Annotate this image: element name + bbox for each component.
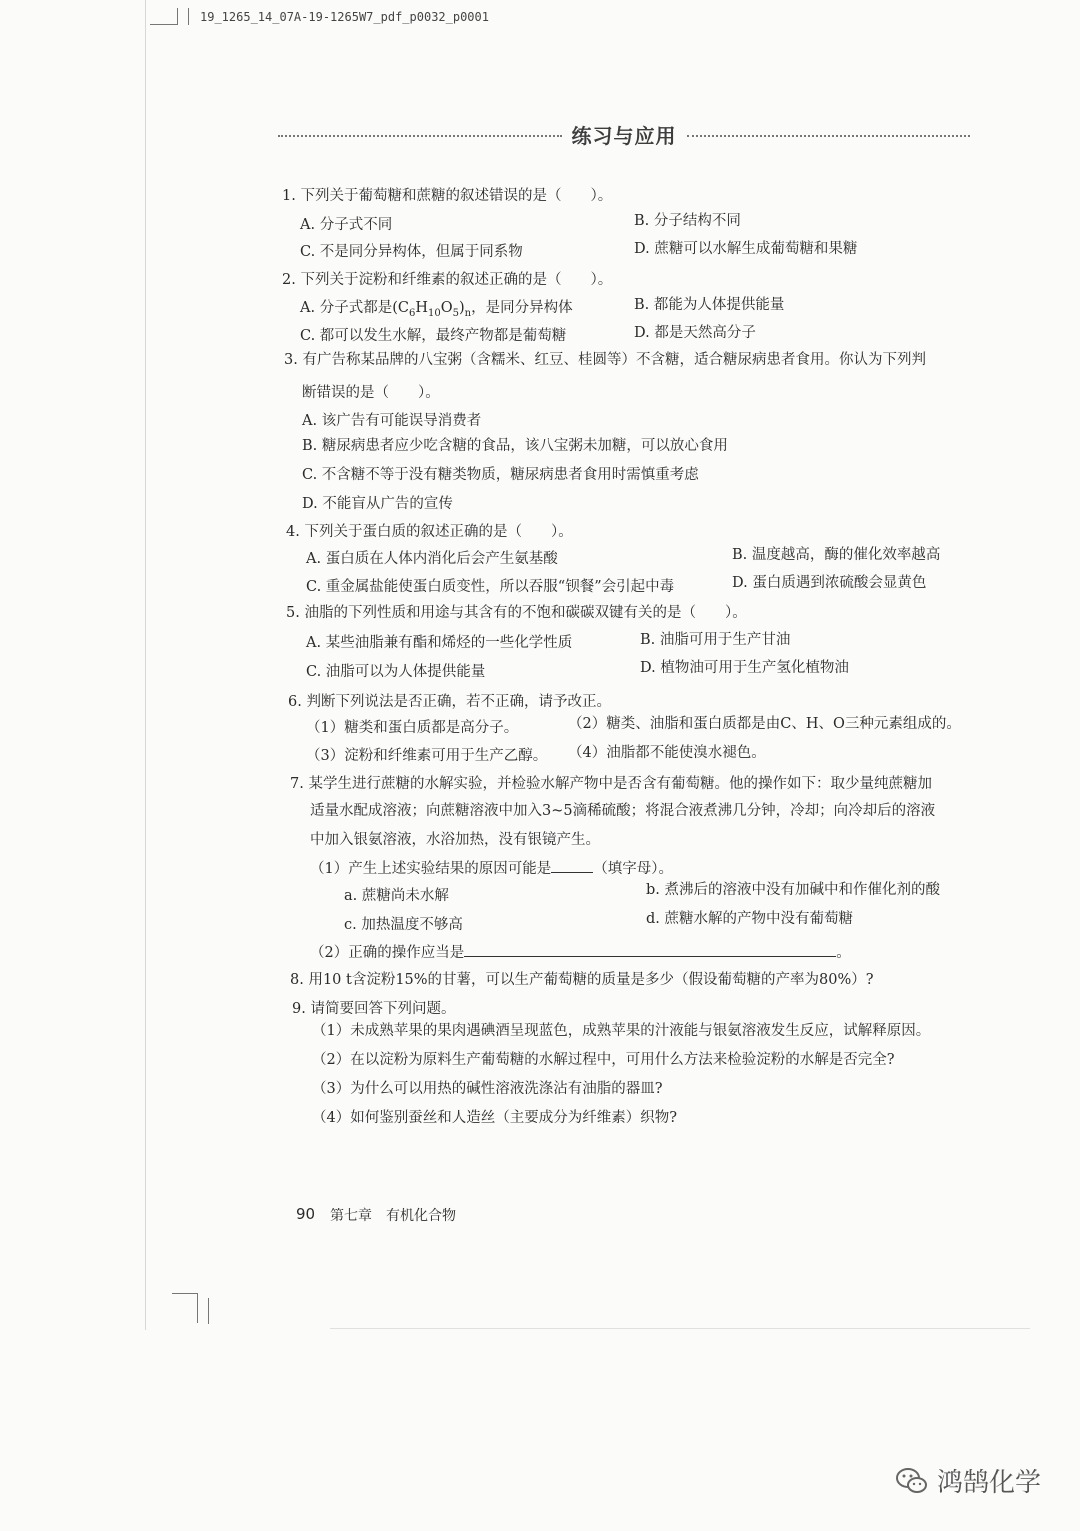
q4-option-d: D. 蛋白质遇到浓硫酸会显黄色 xyxy=(732,575,927,591)
q2-option-d: D. 都是天然高分子 xyxy=(634,325,756,341)
q2-option-c: C. 都可以发生水解，最终产物都是葡萄糖 xyxy=(300,328,567,344)
q1-stem: 1. 下列关于葡萄糖和蔗糖的叙述错误的是（ ）。 xyxy=(282,188,613,204)
q9-question-4: （4）如何鉴别蚕丝和人造丝（主要成分为纤维素）织物? xyxy=(312,1110,677,1126)
q3-option-a: A. 该广告有可能误导消费者 xyxy=(302,413,482,429)
crop-mark xyxy=(177,8,178,25)
q4-option-a: A. 蛋白质在人体内消化后会产生氨基酸 xyxy=(306,551,558,567)
section-title: 练习与应用 xyxy=(571,123,677,148)
q6-statement-4: （4）油脂都不能使溴水褪色。 xyxy=(568,745,766,761)
crop-mark xyxy=(208,1298,209,1324)
q5-option-b: B. 油脂可用于生产甘油 xyxy=(640,632,791,648)
q3-option-b: B. 糖尿病患者应少吃含糖的食品，该八宝粥未加糖，可以放心食用 xyxy=(302,438,728,454)
q5-option-d: D. 植物油可用于生产氢化植物油 xyxy=(640,660,849,676)
q9-question-3: （3）为什么可以用热的碱性溶液洗涤沾有油脂的器皿? xyxy=(312,1081,663,1097)
q9-stem: 9. 请简要回答下列问题。 xyxy=(292,1001,456,1017)
watermark xyxy=(895,1462,1041,1499)
q2-stem: 2. 下列关于淀粉和纤维素的叙述正确的是（ ）。 xyxy=(282,272,613,288)
q1-option-a: A. 分子式不同 xyxy=(300,217,393,233)
page-bottom-edge xyxy=(330,1328,1030,1329)
crop-mark xyxy=(188,8,189,25)
q2-option-a: A. 分子式都是$(C_6H_{10}O_5)_n$，是同分异构体 xyxy=(300,300,573,319)
q4-option-c: C. 重金属盐能使蛋白质变性，所以吞服“钡餐”会引起中毒 xyxy=(306,579,675,595)
q8-stem: 8. 用10 t含淀粉15%的甘薯，可以生产葡萄糖的质量是多少（假设葡萄糖的产率为80%）? xyxy=(290,972,874,988)
q7-answer-blank-1 xyxy=(551,858,593,873)
q4-option-b: B. 温度越高，酶的催化效率越高 xyxy=(732,547,941,563)
crop-mark xyxy=(197,1293,198,1323)
q7-option-a: a. 蔗糖尚未水解 xyxy=(344,888,449,904)
watermark-text: 鸿鹄化学 xyxy=(937,1468,1042,1498)
q5-option-c: C. 油脂可以为人体提供能量 xyxy=(306,664,486,680)
q7-stem-line-2: 适量水配成溶液；向蔗糖溶液中加入3~5滴稀硫酸；将混合液煮沸几分钟，冷却；向冷却后的溶液 xyxy=(310,803,936,819)
q7-option-c: c. 加热温度不够高 xyxy=(344,917,463,933)
q3-option-d: D. 不能盲从广告的宣传 xyxy=(302,496,453,512)
wechat-icon xyxy=(895,1466,929,1496)
q9-question-2: （2）在以淀粉为原料生产葡萄糖的水解过程中，可用什么方法来检验淀粉的水解是否完全? xyxy=(312,1052,895,1068)
page-number: 90 xyxy=(296,1205,316,1223)
q7-option-b: b. 煮沸后的溶液中没有加碱中和作催化剂的酸 xyxy=(646,882,940,898)
q1-option-b: B. 分子结构不同 xyxy=(634,213,741,229)
crop-mark xyxy=(172,1293,198,1294)
dotted-rule-left xyxy=(278,135,562,137)
q4-stem: 4. 下列关于蛋白质的叙述正确的是（ ）。 xyxy=(286,524,573,540)
q1-option-c: C. 不是同分异构体，但属于同系物 xyxy=(300,244,523,260)
chapter-title: 第七章 有机化合物 xyxy=(330,1208,456,1224)
q3-option-c: C. 不含糖不等于没有糖类物质，糖尿病患者食用时需慎重考虑 xyxy=(302,467,699,483)
q7-stem: 7. 某学生进行蔗糖的水解实验，并检验水解产物中是否含有葡萄糖。他的操作如下：取少量纯蔗糖加 xyxy=(290,776,932,792)
q6-stem: 6. 判断下列说法是否正确，若不正确，请予改正。 xyxy=(288,694,611,710)
q7-part-2: （2）正确的操作应当是 。 xyxy=(310,942,851,963)
q7-stem-line-3: 中加入银氨溶液，水浴加热，没有银镜产生。 xyxy=(310,832,600,848)
q7-part-1: （1）产生上述实验结果的原因可能是 （填字母）。 xyxy=(310,858,673,879)
q5-stem: 5. 油脂的下列性质和用途与其含有的不饱和碳碳双键有关的是（ ）。 xyxy=(286,605,747,621)
file-header: 19_1265_14_07A-19-1265W7_pdf_p0032_p0001 xyxy=(200,10,489,24)
q6-statement-2: （2）糖类、油脂和蛋白质都是由C、H、O三种元素组成的。 xyxy=(568,716,961,732)
q9-question-1: （1）未成熟苹果的果肉遇碘酒呈现蓝色，成熟苹果的汁液能与银氨溶液发生反应，试解释原因。 xyxy=(312,1023,931,1039)
q3-stem-continued: 断错误的是（ ）。 xyxy=(302,385,440,401)
dotted-rule-right xyxy=(687,135,971,137)
q1-option-d: D. 蔗糖可以水解生成葡萄糖和果糖 xyxy=(634,241,858,257)
q7-answer-blank-2 xyxy=(464,942,836,957)
q6-statement-1: （1）糖类和蛋白质都是高分子。 xyxy=(306,720,519,736)
q3-stem: 3. 有广告称某品牌的八宝粥（含糯米、红豆、桂圆等）不含糖，适合糖尿病患者食用。你认为下列判 xyxy=(284,352,926,368)
section-header xyxy=(278,118,970,150)
q7-option-d: d. 蔗糖水解的产物中没有葡萄糖 xyxy=(646,911,853,927)
page-edge xyxy=(145,0,146,1330)
crop-mark xyxy=(150,24,178,25)
q6-statement-3: （3）淀粉和纤维素可用于生产乙醇。 xyxy=(306,748,548,764)
q2-option-b: B. 都能为人体提供能量 xyxy=(634,297,785,313)
q5-option-a: A. 某些油脂兼有酯和烯烃的一些化学性质 xyxy=(306,635,573,651)
